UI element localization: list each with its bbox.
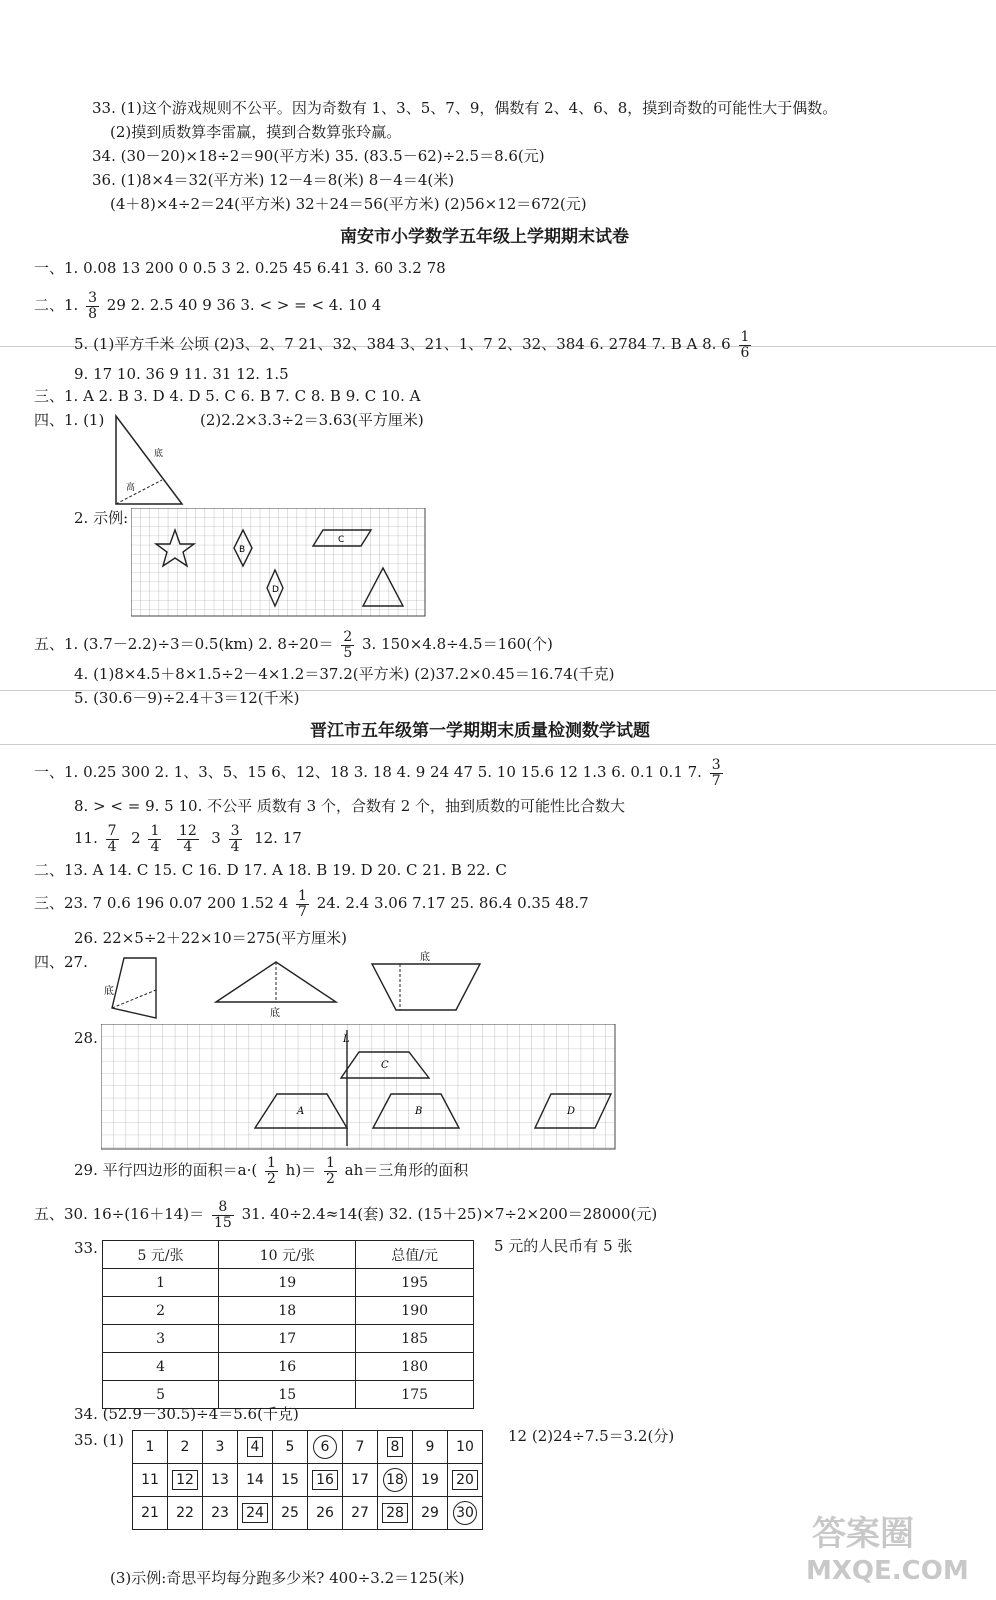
fraction [296, 889, 309, 920]
boxed-number: 20 [452, 1470, 478, 1490]
jinjiang-part3-rest: 24. 2.4 3.06 7.17 25. 86.4 0.35 48.7 [316, 894, 589, 912]
fraction [177, 824, 199, 855]
table-cell: 16 [219, 1353, 356, 1381]
circled-number: 18 [383, 1468, 407, 1492]
fraction-numerator: 1 [740, 328, 750, 345]
jinjiang-q26-line: 26. 22×5÷2＋22×10＝275(平方厘米) [74, 929, 348, 947]
q12-text: 12. 17 [254, 829, 302, 847]
table-cell: 17 [219, 1325, 356, 1353]
q33-line1: 33. (1)这个游戏规则不公平。因为奇数有 1、3、5、7、9，偶数有 2、4、6、8，摸到奇数的可能性大于偶数。 [92, 99, 838, 117]
label-d: D [272, 585, 279, 595]
fraction-denominator: 4 [150, 838, 160, 855]
label-di: 底 [154, 449, 164, 459]
grid-cell [378, 1464, 413, 1497]
jinjiang-part2: 二、13. A 14. C 15. C 16. D 17. A 18. B 19. D 20. C 21. B 22. C [34, 861, 507, 879]
grid-figure-shapes [131, 508, 427, 618]
grid-row [133, 1464, 483, 1497]
jinjiang-part5-line [34, 1194, 657, 1234]
fraction-numerator: 1 [298, 887, 307, 904]
table-header: 5 元/张 [103, 1241, 219, 1269]
grid-cell [308, 1464, 343, 1497]
grid-cell: 5 [273, 1431, 308, 1464]
fraction [265, 1156, 278, 1187]
nanan-part2-prefix: 二、1. [34, 296, 79, 314]
nanan-q9-line: 9. 17 10. 36 9 11. 31 12. 1.5 [74, 365, 289, 383]
q27-shapes [100, 950, 500, 1026]
fraction-numerator: 1 [150, 822, 160, 839]
fraction [710, 758, 723, 789]
jinjiang-q8-line: 8. > < = 9. 5 10. 不公平 质数有 3 个，合数有 2 个，抽到质数的可能性比合数大 [74, 797, 626, 815]
boxed-number: 24 [242, 1503, 268, 1523]
jinjiang-q35-3-line: (3)示例:奇思平均每分跑多少米? 400÷3.2＝125(米) [110, 1569, 465, 1587]
fraction-numerator: 3 [230, 822, 240, 839]
mixed-whole: 3 [211, 829, 221, 847]
grid-cell: 25 [273, 1497, 308, 1530]
jinjiang-part1-text: 一、1. 0.25 300 2. 1、3、5、15 6、12、18 3. 18 4. 9 24 47 5. 10 15.6 12 1.3 6. 0.1 0.1 7. [34, 763, 702, 781]
table-cell: 195 [356, 1269, 474, 1297]
grid-cell [238, 1431, 273, 1464]
q34-35-line: 34. (30－20)×18÷2＝90(平方米) 35. (83.5－62)÷2.5＝8.6(元) [92, 147, 545, 165]
grid-cell: 27 [343, 1497, 378, 1530]
boxed-number: 4 [247, 1437, 264, 1457]
table-cell: 180 [356, 1353, 474, 1381]
fraction-denominator: 7 [298, 903, 307, 920]
mixed-whole: 2 [131, 829, 141, 847]
grid-cell: 10 [448, 1431, 483, 1464]
q11-label: 11. [74, 829, 98, 847]
label-di: 底 [270, 1008, 280, 1019]
watermark-url: MXQE.COM [806, 1556, 969, 1586]
fraction-numerator: 2 [343, 628, 353, 645]
nanan-q5-line [74, 326, 754, 362]
grid-cell: 9 [413, 1431, 448, 1464]
fraction-denominator: 4 [107, 838, 117, 855]
label-di: 底 [420, 952, 430, 963]
grid-cell: 3 [203, 1431, 238, 1464]
nanan-example-label: 2. 示例: [74, 509, 129, 527]
grid-cell: 17 [343, 1464, 378, 1497]
label-di: 底 [104, 986, 114, 997]
fraction-denominator: 15 [213, 1214, 232, 1231]
jinjiang-q35-note: 12 (2)24÷7.5＝3.2(分) [508, 1427, 675, 1445]
grid-row [133, 1431, 483, 1464]
grid-cell [308, 1431, 343, 1464]
boxed-number: 16 [312, 1470, 338, 1490]
jinjiang-q11-line [74, 818, 302, 858]
jinjiang-q29-line [74, 1150, 468, 1190]
jinjiang-q35-label: 35. (1) [74, 1431, 124, 1449]
fraction-numerator: 1 [325, 1154, 335, 1171]
grid-cell: 2 [168, 1431, 203, 1464]
grid-cell: 26 [308, 1497, 343, 1530]
table-cell: 3 [103, 1325, 219, 1353]
fraction-denominator: 7 [711, 772, 721, 789]
fraction-denominator: 4 [183, 838, 193, 855]
nanan-part3: 三、1. A 2. B 3. D 4. D 5. C 6. B 7. C 8. B 9. C 10. A [34, 387, 421, 405]
fraction [212, 1200, 234, 1231]
fraction-numerator: 7 [107, 822, 117, 839]
jinjiang-title: 晋江市五年级第一学期期末质量检测数学试题 [310, 721, 650, 741]
q36-line1: 36. (1)8×4＝32(平方米) 12－4＝8(米) 8－4＝4(米) [92, 171, 455, 189]
jinjiang-q33-note: 5 元的人民币有 5 张 [494, 1237, 633, 1255]
grid-cell: 22 [168, 1497, 203, 1530]
table-cell: 1 [103, 1269, 219, 1297]
grid-cell: 13 [203, 1464, 238, 1497]
grid-cell [378, 1431, 413, 1464]
grid-cell: 1 [133, 1431, 168, 1464]
table-row [103, 1325, 474, 1353]
grid-cell: 23 [203, 1497, 238, 1530]
nanan-part5-text: 五、1. (3.7－2.2)÷3＝0.5(km) 2. 8÷20＝ [34, 635, 334, 653]
fraction [106, 824, 119, 855]
jinjiang-part3-text: 三、23. 7 0.6 196 0.07 200 1.52 4 [34, 894, 289, 912]
table-cell: 2 [103, 1297, 219, 1325]
nanan-part4-answer: (2)2.2×3.3÷2＝3.63(平方厘米) [200, 411, 424, 429]
grid-cell: 11 [133, 1464, 168, 1497]
q33-table [102, 1240, 474, 1409]
label-c: C [381, 1060, 389, 1071]
table-cell: 185 [356, 1325, 474, 1353]
fraction-numerator: 1 [266, 1154, 276, 1171]
table-cell: 15 [219, 1381, 356, 1409]
q28-grid-figure [101, 1024, 617, 1152]
nanan-part2-rest: 29 2. 2.5 40 9 36 3. < > = < 4. 10 4 [106, 296, 382, 314]
nanan-part5-line2: 4. (1)8×4.5＋8×1.5÷2－4×1.2＝37.2(平方米) (2)37.2×0.45＝16.74(千克) [74, 665, 615, 683]
nanan-part4-label: 四、1. (1) [34, 411, 105, 429]
table-cell: 175 [356, 1381, 474, 1409]
table-cell: 5 [103, 1381, 219, 1409]
q29-mid: h)＝ [285, 1161, 317, 1179]
divider [0, 744, 996, 745]
grid-cell: 15 [273, 1464, 308, 1497]
table-header-row [103, 1241, 474, 1269]
nanan-title: 南安市小学数学五年级上学期期末试卷 [340, 227, 629, 247]
grid-cell: 19 [413, 1464, 448, 1497]
jinjiang-q28-label: 28. [74, 1029, 98, 1047]
label-a: A [297, 1106, 305, 1117]
fraction [229, 824, 242, 855]
fraction [324, 1156, 337, 1187]
table-cell: 18 [219, 1297, 356, 1325]
boxed-number: 8 [387, 1437, 404, 1457]
grid-cell: 14 [238, 1464, 273, 1497]
grid-cell: 29 [413, 1497, 448, 1530]
grid-row [133, 1497, 483, 1530]
fraction-numerator: 3 [711, 756, 721, 773]
label-gao: 高 [126, 483, 136, 493]
circled-number: 30 [453, 1501, 477, 1525]
label-l: L [343, 1034, 350, 1045]
label-c: C [338, 535, 345, 545]
table-header: 总值/元 [356, 1241, 474, 1269]
boxed-number: 28 [382, 1503, 408, 1523]
grid-cell: 7 [343, 1431, 378, 1464]
label-b: B [415, 1106, 423, 1117]
fraction [341, 630, 354, 661]
jinjiang-part1 [34, 754, 726, 790]
watermark-logo: 答案圈 [812, 1514, 914, 1554]
grid-cell [378, 1497, 413, 1530]
table-cell: 4 [103, 1353, 219, 1381]
grid-cell: 21 [133, 1497, 168, 1530]
circled-number: 6 [313, 1435, 337, 1459]
nanan-q5-text: 5. (1)平方千米 公顷 (2)3、2、7 21、32、384 3、21、1、7 2、32、384 6. 2784 7. B A 8. 6 [74, 335, 731, 353]
label-b: B [239, 545, 246, 555]
triangle-figure [110, 412, 190, 508]
boxed-number: 12 [172, 1470, 198, 1490]
number-grid [132, 1430, 483, 1530]
grid-cell [448, 1497, 483, 1530]
table-row [103, 1297, 474, 1325]
fraction [739, 330, 752, 361]
fraction-denominator: 2 [266, 1170, 276, 1187]
fraction-denominator: 5 [343, 644, 353, 661]
jinjiang-part4-label: 四、27. [34, 953, 88, 971]
table-row [103, 1269, 474, 1297]
grid-cell [168, 1464, 203, 1497]
nanan-part5-line1 [34, 626, 553, 662]
fraction-denominator: 8 [88, 305, 98, 322]
fraction-numerator: 8 [212, 1200, 234, 1216]
q30-text: 五、30. 16÷(16＋14)＝ [34, 1205, 205, 1223]
jinjiang-q33-label: 33. [74, 1239, 98, 1257]
jinjiang-part3 [34, 884, 589, 922]
grid-cell [448, 1464, 483, 1497]
fraction [86, 291, 99, 322]
q29-rest: ah＝三角形的面积 [344, 1161, 469, 1179]
fraction-denominator: 2 [325, 1170, 335, 1187]
nanan-part5-line3: 5. (30.6－9)÷2.4＋3＝12(千米) [74, 689, 300, 707]
fraction-denominator: 4 [230, 838, 240, 855]
table-cell: 190 [356, 1297, 474, 1325]
nanan-part1: 一、1. 0.08 13 200 0 0.5 3 2. 0.25 45 6.41 3. 60 3.2 78 [34, 259, 446, 277]
table-row [103, 1353, 474, 1381]
fraction [148, 824, 161, 855]
fraction-numerator: 12 [178, 822, 197, 839]
table-header: 10 元/张 [219, 1241, 356, 1269]
q31-32-text: 31. 40÷2.4≈14(套) 32. (15＋25)×7÷2×200＝28000(元) [241, 1205, 658, 1223]
fraction-numerator: 3 [88, 289, 98, 306]
grid-cell [238, 1497, 273, 1530]
fraction-denominator: 6 [740, 344, 750, 361]
label-d: D [567, 1106, 576, 1117]
q33-line2: (2)摸到质数算李雷赢，摸到合数算张玲赢。 [110, 123, 402, 141]
table-cell: 19 [219, 1269, 356, 1297]
q29-text: 29. 平行四边形的面积＝a·( [74, 1161, 258, 1179]
nanan-part5-rest: 3. 150×4.8÷4.5＝160(个) [362, 635, 553, 653]
q36-line2: (4＋8)×4÷2＝24(平方米) 32＋24＝56(平方米) (2)56×12＝672(元) [110, 195, 587, 213]
jinjiang-q34-line: 34. (52.9－30.5)÷4＝5.6(千克) [74, 1405, 299, 1423]
nanan-part2 [34, 287, 381, 323]
